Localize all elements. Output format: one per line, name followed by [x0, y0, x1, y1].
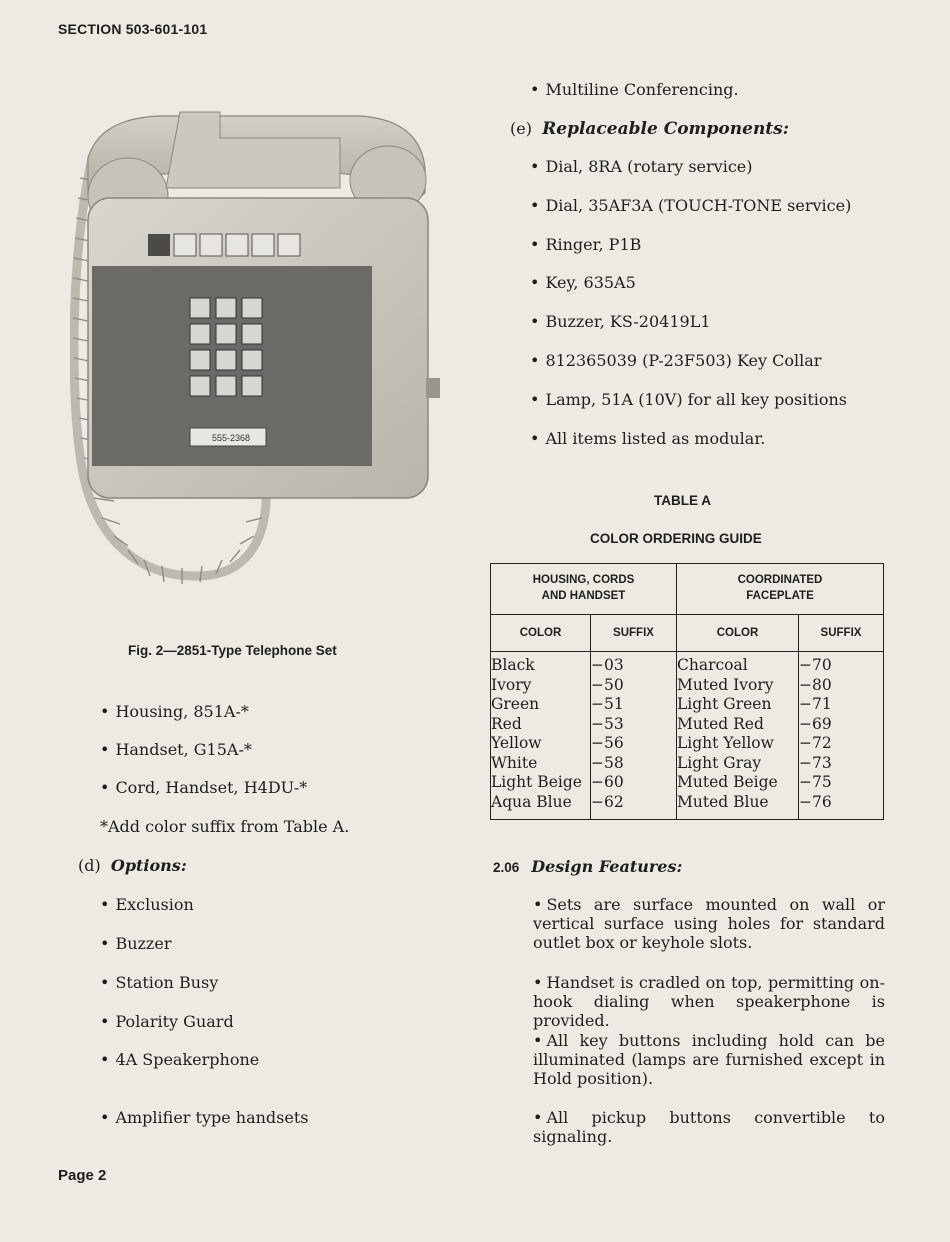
faceplate-suffix-cell — [799, 652, 884, 820]
color-ordering-table — [490, 563, 884, 820]
column-header: SUFFIX — [799, 615, 884, 652]
table-cell: Aqua Blue — [491, 792, 572, 811]
table-cell: Light Beige — [491, 773, 582, 791]
list-item: • Key, 635A5 — [530, 273, 636, 292]
table-cell: −50 — [591, 675, 624, 694]
design-feature-text: All pickup buttons convertible to signaling. — [533, 1108, 885, 1147]
table-cell: −60 — [591, 773, 624, 791]
table-cell: Black — [491, 656, 535, 674]
list-item: • Buzzer — [100, 934, 171, 953]
table-cell: Light Yellow — [677, 734, 774, 752]
table-cell: −58 — [591, 753, 624, 772]
list-item: • Dial, 8RA (rotary service) — [530, 157, 753, 176]
telephone-illustration — [70, 98, 450, 638]
list-item: • Exclusion — [100, 895, 194, 914]
options-title: Options: — [110, 856, 187, 875]
side-jack — [426, 378, 440, 398]
components-title: Replaceable Components: — [542, 119, 790, 139]
design-feature-text: Handset is cradled on top, permitting on-hook dialing when speakerphone is provided. — [533, 973, 885, 1031]
faceplate-color-cell — [677, 652, 799, 820]
table-subtitle: COLOR ORDERING GUIDE — [590, 531, 762, 546]
column-header: COLOR — [677, 615, 799, 652]
figure-caption: Fig. 2—2851-Type Telephone Set — [128, 643, 337, 658]
design-feature-item: • All pickup buttons convertible to signaling. — [533, 1108, 885, 1147]
color-suffix-note: *Add color suffix from Table A. — [100, 817, 350, 836]
design-feature-item: • Handset is cradled on top, permitting on-hook dialing when speakerphone is provided. — [533, 973, 885, 1031]
housing-color-cell — [491, 652, 591, 820]
list-item: • Multiline Conferencing. — [530, 80, 739, 99]
table-cell: Muted Ivory — [677, 675, 774, 694]
table-cell: −72 — [799, 734, 832, 752]
list-item: • Buzzer, KS-20419L1 — [530, 312, 711, 331]
list-item: • All items listed as modular. — [530, 429, 765, 448]
table-cell: −56 — [591, 734, 624, 752]
table-title: TABLE A — [654, 493, 711, 508]
column-header: SUFFIX — [591, 615, 677, 652]
list-item: • Handset, G15A-* — [100, 740, 252, 759]
list-item: • Station Busy — [100, 973, 218, 992]
options-heading — [78, 856, 187, 875]
table-cell: Charcoal — [677, 656, 748, 674]
list-item: • Lamp, 51A (10V) for all key positions — [530, 390, 847, 409]
table-cell: Muted Red — [677, 714, 764, 733]
list-item: • 812365039 (P-23F503) Key Collar — [530, 351, 821, 370]
list-item: • Amplifier type handsets — [100, 1108, 309, 1127]
table-cell: Light Gray — [677, 753, 762, 772]
group-header-housing: HOUSING, CORDS AND HANDSET — [491, 564, 677, 615]
table-cell: White — [491, 753, 538, 772]
design-feature-text: Sets are surface mounted on wall or vertical surface using holes for standard outlet box or keyhole slots. — [533, 895, 885, 953]
table-cell: Green — [491, 695, 540, 713]
components-label: (e) — [510, 119, 532, 138]
number-card-text: 555-2368 — [212, 433, 251, 443]
design-feature-item: • All key buttons including hold can be illuminated (lamps are furnished except in Hold position). — [533, 1031, 885, 1089]
table-cell: −75 — [799, 773, 832, 791]
group-header-faceplate: COORDINATED FACEPLATE — [677, 564, 884, 615]
table-cell: −80 — [799, 675, 832, 694]
table-cell: −76 — [799, 792, 832, 811]
table-cell: Red — [491, 714, 522, 733]
table-cell: −71 — [799, 695, 832, 713]
list-item: • Housing, 851A-* — [100, 702, 249, 721]
table-cell: −03 — [591, 656, 624, 674]
table-cell: −69 — [799, 714, 832, 733]
table-cell: −51 — [591, 695, 624, 713]
section-number: 2.06 — [493, 860, 520, 875]
section-header: SECTION 503-601-101 — [58, 21, 208, 37]
table-cell: Light Green — [677, 695, 772, 713]
table-cell: Yellow — [491, 734, 542, 752]
table-cell: Muted Blue — [677, 792, 769, 811]
list-item: • Ringer, P1B — [530, 235, 641, 254]
list-item: • Polarity Guard — [100, 1012, 234, 1031]
list-item: • Dial, 35AF3A (TOUCH-TONE service) — [530, 196, 851, 215]
design-feature-item: • Sets are surface mounted on wall or vertical surface using holes for standard outlet box or keyhole slots. — [533, 895, 885, 953]
housing-suffix-cell — [591, 652, 677, 820]
table-cell: −62 — [591, 792, 624, 811]
table-cell: −53 — [591, 714, 624, 733]
design-feature-text: All key buttons including hold can be illuminated (lamps are furnished except in Hold position). — [533, 1031, 885, 1089]
page-number: Page 2 — [58, 1167, 107, 1184]
section-title: Design Features: — [531, 857, 683, 876]
table-cell: Ivory — [491, 675, 532, 694]
table-cell: Muted Beige — [677, 773, 778, 791]
design-features-heading — [493, 857, 682, 876]
column-header: COLOR — [491, 615, 591, 652]
list-item: • Cord, Handset, H4DU-* — [100, 778, 307, 797]
table-cell: −70 — [799, 656, 832, 674]
components-heading — [510, 119, 789, 139]
list-item: • 4A Speakerphone — [100, 1050, 259, 1069]
table-cell: −73 — [799, 753, 832, 772]
options-label: (d) — [78, 856, 101, 875]
